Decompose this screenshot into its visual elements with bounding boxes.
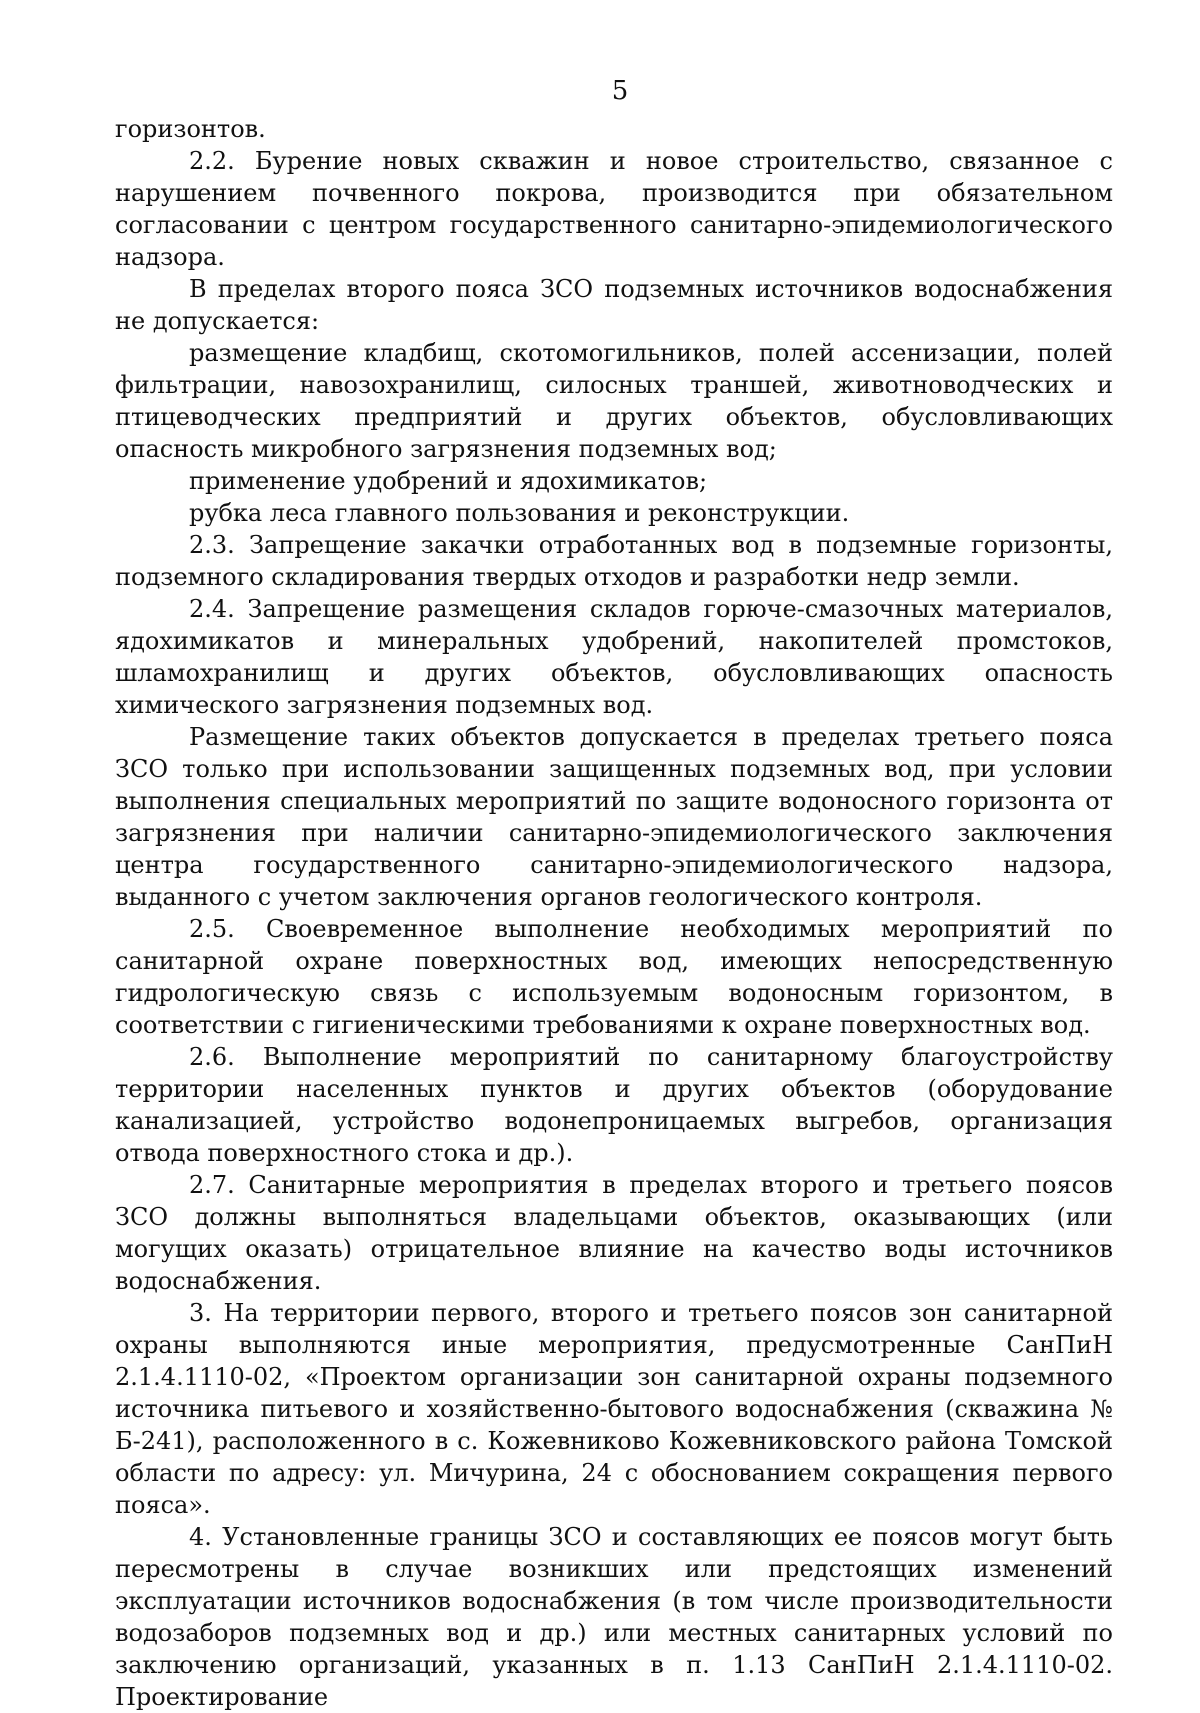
paragraph-2-4: 2.4. Запрещение размещения складов горюче-смазочных материалов, ядохимикатов и минеральных удобрений, накопителей промстоков, шламохранилищ и других объектов, обусловливающих опасность химического загрязнения подземных вод.	[115, 595, 1113, 719]
paragraph-2-6: 2.6. Выполнение мероприятий по санитарному благоустройству территории населенных пунктов и других объектов (оборудование канализацией, устройство водонепроницаемых выгребов, организация отвода поверхностного стока и др.).	[115, 1043, 1113, 1167]
paragraph-3: 3. На территории первого, второго и третьего поясов зон санитарной охраны выполняются иные мероприятия, предусмотренные СанПиН 2.1.4.1110-02, «Проектом организации зон санитарной охраны подземного источника питьевого и хозяйственно-бытового водоснабжения (скважина № Б-241), расположенного в с. Кожевниково Кожевниковского района Томской области по адресу: ул. Мичурина, 24 с обоснованием сокращения первого пояса».	[115, 1299, 1113, 1519]
page-number: 5	[611, 76, 629, 106]
document-body	[115, 113, 1113, 1713]
paragraph-second-belt-intro: В пределах второго пояса ЗСО подземных источников водоснабжения не допускается:	[115, 275, 1113, 335]
paragraph-4: 4. Установленные границы ЗСО и составляющих ее поясов могут быть пересмотрены в случае возникших или предстоящих изменений эксплуатации источников водоснабжения (в том числе производительности водозаборов подземных вод и др.) или местных санитарных условий по заключению организаций, указанных в п. 1.13 СанПиН 2.1.4.1110-02. Проектирование	[115, 1523, 1113, 1711]
paragraph-2-2: 2.2. Бурение новых скважин и новое строительство, связанное с нарушением почвенного покрова, производится при обязательном согласовании с центром государственного санитарно-эпидемиологического надзора.	[115, 147, 1113, 271]
paragraph-2-5: 2.5. Своевременное выполнение необходимых мероприятий по санитарной охране поверхностных вод, имеющих непосредственную гидрологическую связь с используемым водоносным горизонтом, в соответствии с гигиеническими требованиями к охране поверхностных вод.	[115, 915, 1113, 1039]
paragraph-logging: рубка леса главного пользования и реконструкции.	[189, 499, 850, 527]
paragraph-2-7: 2.7. Санитарные мероприятия в пределах второго и третьего поясов ЗСО должны выполняться владельцами объектов, оказывающих (или могущих оказать) отрицательное влияние на качество воды источников водоснабжения.	[115, 1171, 1113, 1295]
paragraph-2-3: 2.3. Запрещение закачки отработанных вод в подземные горизонты, подземного складирования твердых отходов и разработки недр земли.	[115, 531, 1113, 591]
paragraph-third-belt-placement: Размещение таких объектов допускается в пределах третьего пояса ЗСО только при использовании защищенных подземных вод, при условии выполнения специальных мероприятий по защите водоносного горизонта от загрязнения при наличии санитарно-эпидемиологического заключения центра государственного санитарно-эпидемиологического надзора, выданного с учетом заключения органов геологического контроля.	[115, 723, 1113, 911]
paragraph-placement-prohibited: размещение кладбищ, скотомогильников, полей ассенизации, полей фильтрации, навозохранилищ, силосных траншей, животноводческих и птицеводческих предприятий и других объектов, обусловливающих опасность микробного загрязнения подземных вод;	[115, 339, 1113, 463]
paragraph-continuation: горизонтов.	[115, 115, 266, 143]
paragraph-fertilizers: применение удобрений и ядохимикатов;	[189, 467, 708, 495]
